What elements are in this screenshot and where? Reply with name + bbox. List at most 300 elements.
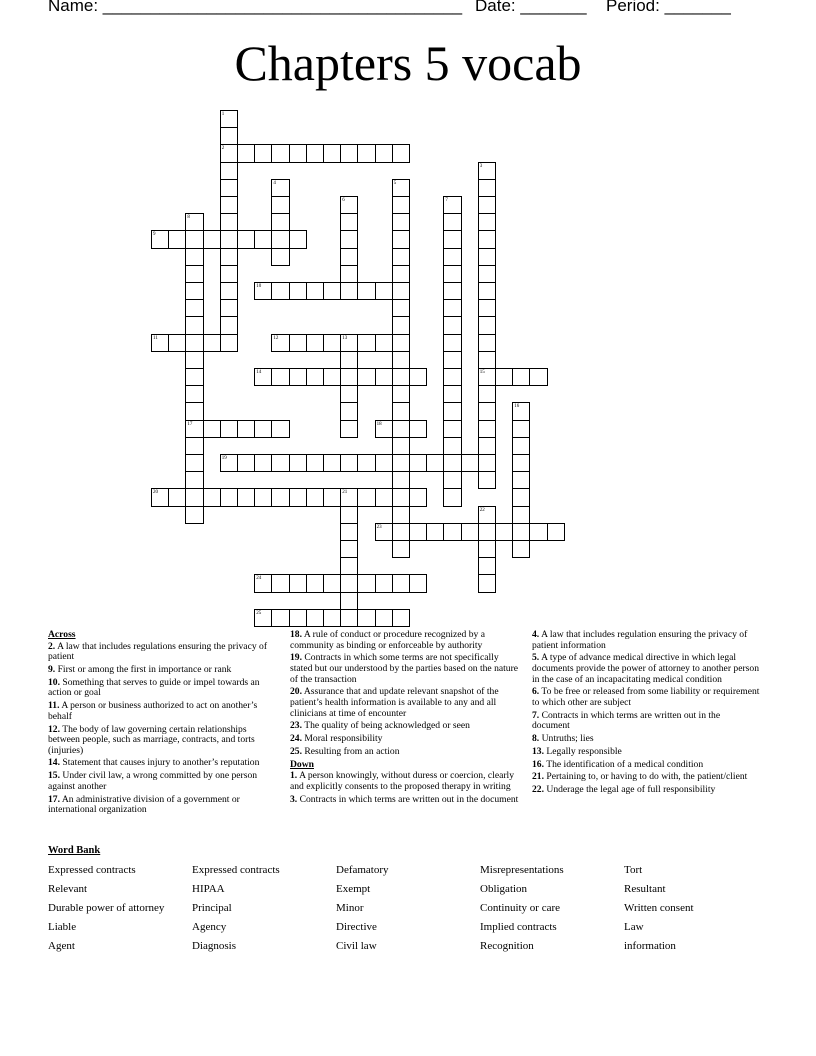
clue-text: Statement that causes injury to another’s reputation [60, 757, 260, 769]
crossword-cell[interactable] [289, 230, 307, 248]
clue-text: The body of law governing certain relationships between people, such as marriage, contracts, and torts (injuries) [48, 723, 255, 756]
clue-number-label: 24 [256, 576, 262, 582]
crossword-cell[interactable] [443, 265, 461, 283]
crossword-cell[interactable] [375, 488, 393, 506]
clue-number: 24. [290, 733, 302, 745]
crossword-cell[interactable] [340, 523, 358, 541]
crossword-cell[interactable] [478, 471, 496, 489]
crossword-cell[interactable] [220, 334, 238, 352]
crossword-cell[interactable] [392, 144, 410, 162]
crossword-cell[interactable] [340, 592, 358, 610]
word-bank-term: Continuity or care [480, 902, 561, 914]
clue-text: A person or business authorized to act on another’s behalf [48, 700, 258, 722]
word-bank-term: Relevant [48, 883, 88, 895]
clue-item [290, 771, 522, 792]
crossword-cell[interactable] [289, 454, 307, 472]
crossword-cell[interactable] [340, 230, 358, 248]
crossword-cell[interactable] [478, 385, 496, 403]
clue-number: 10. [48, 676, 60, 688]
clue-number-label: 23 [376, 524, 382, 530]
crossword-cell[interactable] [478, 454, 496, 472]
clue-item [532, 760, 760, 771]
crossword-cell[interactable] [443, 316, 461, 334]
crossword-cell[interactable] [478, 574, 496, 592]
crossword-cell[interactable] [512, 454, 530, 472]
clues-column-1 [48, 630, 274, 818]
crossword-cell[interactable] [220, 179, 238, 197]
down-heading: Down [290, 758, 314, 770]
crossword-cell[interactable] [443, 248, 461, 266]
clue-number-label: 7 [445, 198, 448, 203]
crossword-cell[interactable] [392, 420, 410, 438]
clue-item [290, 653, 522, 685]
clue-number-label: 9 [153, 232, 156, 238]
crossword-cell[interactable] [409, 368, 427, 386]
name-field-label: Name: ______________________________________ [48, 0, 463, 15]
crossword-cell[interactable] [185, 437, 203, 455]
crossword-cell[interactable] [392, 506, 410, 524]
crossword-cell[interactable] [203, 488, 221, 506]
crossword-cell[interactable] [443, 282, 461, 300]
down-clue-list [290, 771, 522, 805]
crossword-cell[interactable] [220, 265, 238, 283]
crossword-cell[interactable] [443, 230, 461, 248]
crossword-cell[interactable] [529, 523, 547, 541]
clue-item [290, 687, 522, 719]
clue-number-label: 2 [221, 146, 225, 152]
crossword-cell[interactable] [443, 351, 461, 369]
crossword-cell[interactable] [495, 368, 513, 386]
crossword-cell[interactable] [357, 282, 375, 300]
crossword-cell[interactable] [306, 574, 324, 592]
clue-number: 18. [290, 629, 302, 640]
crossword-cell[interactable] [306, 334, 324, 352]
crossword-cell[interactable] [392, 437, 410, 455]
word-bank-term: Diagnosis [192, 940, 236, 952]
crossword-cell[interactable] [237, 230, 255, 248]
clue-number-label: 12 [273, 335, 279, 341]
clue-item [532, 734, 760, 745]
crossword-cell[interactable] [220, 282, 238, 300]
crossword-cell[interactable] [271, 282, 289, 300]
crossword-cell[interactable] [392, 609, 410, 627]
crossword-cell[interactable] [443, 488, 461, 506]
crossword-cell[interactable] [392, 282, 410, 300]
crossword-cell[interactable] [340, 144, 358, 162]
crossword-cell[interactable] [478, 196, 496, 214]
clue-number: 12. [48, 723, 60, 735]
clue-item [48, 771, 274, 792]
crossword-cell[interactable] [478, 437, 496, 455]
crossword-cell[interactable] [340, 265, 358, 283]
crossword-cell[interactable] [340, 609, 358, 627]
crossword-cell[interactable] [392, 196, 410, 214]
crossword-cell[interactable] [168, 488, 186, 506]
crossword-cell[interactable] [220, 316, 238, 334]
crossword-cell[interactable] [443, 523, 461, 541]
crossword-cell[interactable] [478, 179, 496, 197]
crossword-cell[interactable] [340, 402, 358, 420]
crossword-cell[interactable] [340, 248, 358, 266]
crossword-cell[interactable] [306, 609, 324, 627]
crossword-cell[interactable] [340, 385, 358, 403]
clue-item [290, 747, 522, 758]
clue-text: Untruths; lies [539, 733, 594, 745]
crossword-cell[interactable] [340, 213, 358, 231]
word-bank-term: Written consent [624, 902, 694, 914]
crossword-cell[interactable] [529, 368, 547, 386]
crossword-cell[interactable] [443, 368, 461, 386]
clue-number-label: 3 [479, 163, 483, 169]
clue-number-label: 15 [479, 370, 485, 375]
crossword-cell[interactable] [340, 368, 358, 386]
crossword-cell[interactable] [323, 334, 341, 352]
crossword-cell[interactable] [392, 385, 410, 403]
crossword-cell[interactable] [547, 523, 565, 541]
crossword-cell[interactable] [392, 368, 410, 386]
clue-number-label: 14 [256, 370, 262, 375]
crossword-cell[interactable] [512, 506, 530, 524]
crossword-cell[interactable] [426, 454, 444, 472]
clue-text: An administrative division of a government or international organization [48, 793, 240, 816]
crossword-cell[interactable] [340, 454, 358, 472]
clues-column-2 [290, 630, 522, 807]
crossword-cell[interactable] [185, 248, 203, 266]
clue-number-label: 22 [479, 507, 485, 513]
crossword-cell[interactable] [512, 420, 530, 438]
clue-text: Pertaining to, or having to do with, the patient/client [544, 771, 748, 783]
crossword-cell[interactable] [443, 385, 461, 403]
clue-number: 3. [290, 793, 298, 805]
clue-text: Something that serves to guide or impel towards an action or goal [48, 676, 260, 699]
crossword-cell[interactable] [392, 523, 410, 541]
crossword-cell[interactable] [323, 454, 341, 472]
crossword-cell[interactable] [185, 402, 203, 420]
crossword-cell[interactable] [220, 127, 238, 145]
crossword-cell[interactable] [237, 454, 255, 472]
clue-item [532, 687, 760, 708]
crossword-cell[interactable] [375, 574, 393, 592]
crossword-cell[interactable] [271, 420, 289, 438]
crossword-cell[interactable] [323, 282, 341, 300]
crossword-cell[interactable] [443, 299, 461, 317]
crossword-cell[interactable] [443, 454, 461, 472]
crossword-cell[interactable] [478, 299, 496, 317]
crossword-cell[interactable] [392, 299, 410, 317]
clue-number: 16. [532, 758, 544, 770]
crossword-cell[interactable] [478, 282, 496, 300]
crossword-cell[interactable] [323, 609, 341, 627]
crossword-cell[interactable] [512, 488, 530, 506]
word-bank-term: Law [624, 921, 644, 933]
crossword-cell[interactable] [289, 368, 307, 386]
crossword-cell[interactable] [271, 248, 289, 266]
clue-number-label: 20 [153, 490, 158, 496]
crossword-cell[interactable] [271, 213, 289, 231]
clue-number: 21. [532, 771, 544, 783]
crossword-cell[interactable] [271, 144, 289, 162]
crossword-cell[interactable] [185, 334, 203, 352]
crossword-cell[interactable] [461, 454, 479, 472]
clue-item [48, 795, 274, 816]
clue-text: Assurance that and update relevant snapshot of the patient’s health information is available to any and all clinicians at time of encounter [290, 686, 499, 719]
crossword-cell[interactable] [443, 437, 461, 455]
clue-text: Underage the legal age of full responsibility [544, 784, 716, 796]
clue-text: Resulting from an action [302, 745, 400, 757]
crossword-cell[interactable] [289, 144, 307, 162]
crossword-cell[interactable] [289, 488, 307, 506]
period-field-label: Period: _______ [606, 0, 731, 15]
crossword-cell[interactable] [340, 506, 358, 524]
clue-number: 23. [290, 720, 302, 732]
crossword-cell[interactable] [409, 523, 427, 541]
crossword-cell[interactable] [392, 540, 410, 558]
clue-number-label: 1 [221, 112, 225, 117]
clue-item [532, 785, 760, 796]
crossword-cell[interactable] [271, 609, 289, 627]
clue-text: Legally responsible [544, 745, 622, 757]
crossword-cell[interactable] [237, 144, 255, 162]
crossword-cell[interactable] [340, 420, 358, 438]
crossword-cell[interactable] [478, 265, 496, 283]
crossword-cell[interactable] [443, 471, 461, 489]
clue-item [48, 725, 274, 757]
crossword-cell[interactable] [357, 574, 375, 592]
crossword-cell[interactable] [237, 488, 255, 506]
crossword-cell[interactable] [409, 454, 427, 472]
crossword-cell[interactable] [392, 213, 410, 231]
crossword-cell[interactable] [392, 351, 410, 369]
crossword-cell[interactable] [289, 334, 307, 352]
crossword-cell[interactable] [409, 420, 427, 438]
crossword-cell[interactable] [357, 368, 375, 386]
word-bank-term: Civil law [336, 940, 377, 952]
crossword-cell[interactable] [185, 488, 203, 506]
crossword-cell[interactable] [357, 488, 375, 506]
clue-number: 11. [48, 700, 60, 712]
crossword-cell[interactable] [478, 351, 496, 369]
crossword-cell[interactable] [478, 334, 496, 352]
crossword-cell[interactable] [185, 454, 203, 472]
clue-number: 1. [290, 770, 298, 782]
crossword-cell[interactable] [340, 574, 358, 592]
crossword-cell[interactable] [203, 230, 221, 248]
crossword-cell[interactable] [203, 420, 221, 438]
clue-text: The identification of a medical condition [544, 758, 704, 770]
crossword-cell[interactable] [478, 230, 496, 248]
crossword-cell[interactable] [237, 420, 255, 438]
crossword-cell[interactable] [306, 488, 324, 506]
crossword-cell[interactable] [220, 162, 238, 180]
crossword-cell[interactable] [478, 523, 496, 541]
clue-text: A law that includes regulation ensuring the privacy of patient information [532, 629, 748, 651]
crossword-cell[interactable] [185, 316, 203, 334]
crossword-cell[interactable] [392, 248, 410, 266]
crossword-cell[interactable] [271, 368, 289, 386]
clue-item [532, 747, 760, 758]
crossword-cell[interactable] [220, 488, 238, 506]
crossword-cell[interactable] [478, 248, 496, 266]
clue-text: Contracts in which some terms are not specifically stated but our understood by the parties based on the nature of the transaction [290, 652, 519, 685]
crossword-cell[interactable] [512, 437, 530, 455]
crossword-cell[interactable] [185, 299, 203, 317]
crossword-cell[interactable] [375, 144, 393, 162]
crossword-cell[interactable] [392, 454, 410, 472]
crossword-cell[interactable] [512, 523, 530, 541]
crossword-cell[interactable] [306, 368, 324, 386]
clue-text: First or among the first in importance or rank [55, 663, 232, 675]
crossword-cell[interactable] [375, 454, 393, 472]
across-heading: Across [48, 629, 76, 640]
crossword-cell[interactable] [478, 213, 496, 231]
crossword-cell[interactable] [306, 282, 324, 300]
crossword-cell[interactable] [289, 574, 307, 592]
clue-text: Contracts in which terms are written out in the document [297, 793, 519, 805]
crossword-cell[interactable] [271, 488, 289, 506]
crossword-cell[interactable] [185, 282, 203, 300]
crossword-cell[interactable] [220, 248, 238, 266]
crossword-cell[interactable] [306, 144, 324, 162]
crossword-cell[interactable] [185, 265, 203, 283]
across-clue-list-continued [290, 630, 522, 757]
crossword-cell[interactable] [340, 282, 358, 300]
crossword-cell[interactable] [254, 144, 272, 162]
crossword-cell[interactable] [392, 334, 410, 352]
crossword-cell[interactable] [271, 230, 289, 248]
clue-item [48, 642, 274, 663]
crossword-cell[interactable] [323, 574, 341, 592]
crossword-cell[interactable] [323, 368, 341, 386]
crossword-cell[interactable] [478, 557, 496, 575]
clue-number-label: 19 [221, 456, 227, 461]
crossword-cell[interactable] [426, 523, 444, 541]
crossword-cell[interactable] [220, 420, 238, 438]
crossword-cell[interactable] [375, 609, 393, 627]
word-bank-term: information [624, 940, 676, 952]
word-bank-term: Recognition [480, 940, 534, 952]
down-clue-list-continued [532, 630, 760, 796]
crossword-cell[interactable] [323, 488, 341, 506]
crossword-cell[interactable] [375, 368, 393, 386]
clue-text: The quality of being acknowledged or seen [302, 720, 470, 732]
clue-number-label: 11 [153, 335, 158, 341]
crossword-cell[interactable] [185, 506, 203, 524]
crossword-cell[interactable] [443, 213, 461, 231]
word-bank-term: Durable power of attorney [48, 902, 165, 914]
crossword-cell[interactable] [340, 540, 358, 558]
crossword-cell[interactable] [185, 385, 203, 403]
crossword-cell[interactable] [220, 299, 238, 317]
clue-item [290, 795, 522, 806]
crossword-cell[interactable] [443, 420, 461, 438]
clue-number: 6. [532, 686, 540, 698]
clue-number-label: 4 [273, 180, 276, 186]
crossword-cell[interactable] [357, 144, 375, 162]
clue-number: 22. [532, 784, 544, 796]
crossword-cell[interactable] [409, 488, 427, 506]
crossword-cell[interactable] [254, 454, 272, 472]
crossword-cell[interactable] [478, 402, 496, 420]
crossword-cell[interactable] [392, 265, 410, 283]
crossword-cell[interactable] [495, 523, 513, 541]
crossword-cell[interactable] [478, 316, 496, 334]
crossword-cell[interactable] [375, 334, 393, 352]
crossword-cell[interactable] [512, 471, 530, 489]
crossword-cell[interactable] [340, 557, 358, 575]
crossword-cell[interactable] [392, 316, 410, 334]
clue-number: 19. [290, 652, 302, 664]
crossword-cell[interactable] [357, 454, 375, 472]
word-bank-term: Agency [192, 921, 227, 933]
crossword-cell[interactable] [203, 334, 221, 352]
clue-text: Contracts in which terms are written out in the document [532, 709, 721, 732]
crossword-cell[interactable] [340, 351, 358, 369]
crossword-cell[interactable] [271, 454, 289, 472]
crossword-cell[interactable] [168, 230, 186, 248]
crossword-cell[interactable] [357, 609, 375, 627]
word-bank-term: Exempt [336, 883, 371, 895]
clue-item [532, 653, 760, 685]
clue-text: A person knowingly, without duress or coercion, clearly and explicitly consents to the proposed therapy in writing [290, 770, 514, 792]
crossword-cell[interactable] [271, 574, 289, 592]
crossword-cell[interactable] [168, 334, 186, 352]
clue-number: 4. [532, 629, 540, 640]
word-bank-term: Misrepresentations [480, 864, 564, 876]
crossword-cell[interactable] [306, 454, 324, 472]
crossword-cell[interactable] [289, 282, 307, 300]
crossword-cell[interactable] [392, 402, 410, 420]
clue-number-label: 13 [342, 335, 348, 341]
crossword-cell[interactable] [512, 368, 530, 386]
clue-number: 15. [48, 770, 60, 782]
crossword-cell[interactable] [392, 230, 410, 248]
crossword-cell[interactable] [271, 196, 289, 214]
crossword-cell[interactable] [443, 334, 461, 352]
crossword-cell[interactable] [185, 471, 203, 489]
crossword-cell[interactable] [323, 144, 341, 162]
crossword-cell[interactable] [409, 574, 427, 592]
crossword-cell[interactable] [443, 402, 461, 420]
crossword-cell[interactable] [254, 230, 272, 248]
crossword-cell[interactable] [254, 420, 272, 438]
clue-item [48, 701, 274, 722]
crossword-cell[interactable] [254, 488, 272, 506]
crossword-cell[interactable] [461, 523, 479, 541]
crossword-cell[interactable] [392, 488, 410, 506]
clue-number: 25. [290, 745, 302, 757]
word-bank-term: Agent [48, 940, 75, 952]
crossword-cell[interactable] [357, 334, 375, 352]
crossword-cell[interactable] [185, 230, 203, 248]
word-bank-term: Expressed contracts [48, 864, 136, 876]
crossword-cell[interactable] [289, 609, 307, 627]
clue-number: 8. [532, 733, 540, 745]
crossword-cell[interactable] [512, 540, 530, 558]
word-bank-term: Resultant [624, 883, 666, 895]
crossword-cell[interactable] [478, 420, 496, 438]
crossword-cell[interactable] [185, 368, 203, 386]
word-bank-term: Liable [48, 921, 77, 933]
crossword-cell[interactable] [392, 574, 410, 592]
crossword-cell[interactable] [375, 282, 393, 300]
crossword-cell[interactable] [185, 351, 203, 369]
crossword-cell[interactable] [392, 471, 410, 489]
word-bank-term: Expressed contracts [192, 864, 280, 876]
crossword-cell[interactable] [478, 540, 496, 558]
crossword-cell[interactable] [220, 196, 238, 214]
crossword-cell[interactable] [220, 230, 238, 248]
crossword-cell[interactable] [220, 213, 238, 231]
